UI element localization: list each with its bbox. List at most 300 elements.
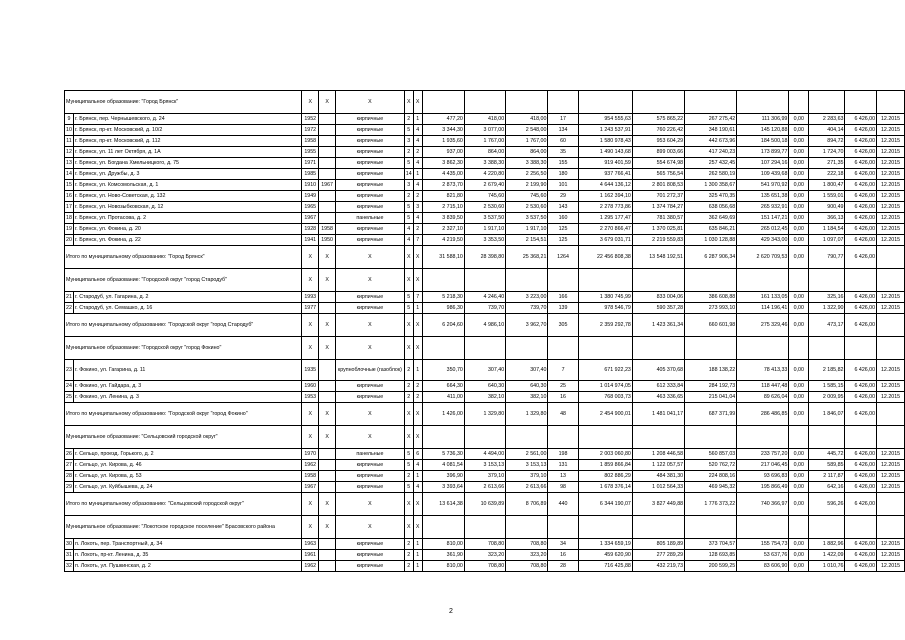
fund-share: 590 357,28 — [632, 303, 684, 314]
empty-cell — [845, 516, 877, 539]
wall-material: кирпичные — [336, 381, 405, 392]
entrances: 1 — [413, 169, 422, 180]
empty-cell — [578, 91, 632, 114]
municipal-share: 286 486,85 — [737, 403, 789, 426]
fund-share: 575 865,22 — [632, 114, 684, 125]
wall-material: кирпичные — [336, 147, 405, 158]
entrances: 2 — [413, 224, 422, 235]
deadline: 12.2015 — [877, 449, 905, 460]
deadline: 12.2015 — [877, 471, 905, 482]
region-share: 284 192,73 — [685, 381, 737, 392]
cost-per-sqm: 2 009,95 — [809, 392, 845, 403]
total-area: 2 873,70 — [422, 180, 464, 191]
fund-share: 463 336,65 — [632, 392, 684, 403]
total-cost: 6 344 190,07 — [578, 493, 632, 516]
deadline: 12.2015 — [877, 303, 905, 314]
residents: 180 — [548, 169, 578, 180]
not-applicable-mark: Х — [302, 516, 319, 539]
wall-material: панельные — [336, 449, 405, 460]
private-area: 2 530,60 — [506, 202, 548, 213]
fund-share: 405 370,68 — [632, 360, 684, 381]
address: г. Брянск, ул. Новозыбковская, д. 12 — [73, 202, 301, 213]
owner-share: 0,00 — [789, 246, 809, 269]
row-number: 16 — [65, 191, 74, 202]
cost-per-sqm: 894,72 — [809, 136, 845, 147]
empty-cell — [685, 269, 737, 292]
total-cost: 802 886,29 — [578, 471, 632, 482]
row-number: 30 — [65, 539, 74, 550]
year-built: 1962 — [302, 561, 319, 572]
year-renovated — [319, 147, 336, 158]
not-applicable-mark: Х — [404, 403, 413, 426]
residents: 166 — [548, 292, 578, 303]
fund-share: 1 423 361,34 — [632, 314, 684, 337]
max-cost-per-sqm: 6 426,00 — [845, 180, 877, 191]
empty-cell — [737, 516, 789, 539]
empty-cell — [877, 269, 905, 292]
residential-area: 3 353,50 — [464, 235, 505, 246]
private-area: 323,20 — [506, 550, 548, 561]
row-number: 14 — [65, 169, 74, 180]
max-cost-per-sqm: 6 426,00 — [845, 191, 877, 202]
not-applicable-mark: Х — [413, 516, 422, 539]
deadline: 12.2015 — [877, 235, 905, 246]
total-cost: 22 456 808,38 — [578, 246, 632, 269]
page-number: 2 — [449, 608, 453, 615]
wall-material: кирпичные — [336, 202, 405, 213]
address: г. Брянск, ул. Дружбы, д. 3 — [73, 169, 301, 180]
municipality-name: Муниципальное образование: "Локотское городское поселение" Брасовского района — [65, 516, 302, 539]
total-cost: 1 859 866,84 — [578, 460, 632, 471]
empty-cell — [809, 426, 845, 449]
address: г. Брянск, ул. Ново-Советская, д. 132 — [73, 191, 301, 202]
region-share: 348 190,61 — [685, 125, 737, 136]
total-cost: 2 270 866,47 — [578, 224, 632, 235]
not-applicable-mark: Х — [413, 403, 422, 426]
cost-per-sqm: 404,14 — [809, 125, 845, 136]
empty-cell — [845, 91, 877, 114]
private-area: 2 256,50 — [506, 169, 548, 180]
row-number: 29 — [65, 482, 74, 493]
entrances: 7 — [413, 292, 422, 303]
municipal-share: 107 294,16 — [737, 158, 789, 169]
not-applicable-mark: Х — [319, 91, 336, 114]
residents: 34 — [548, 539, 578, 550]
total-area: 937,00 — [422, 147, 464, 158]
municipal-share: 145 120,88 — [737, 125, 789, 136]
not-applicable-mark: Х — [302, 269, 319, 292]
municipal-share: 83 606,90 — [737, 561, 789, 572]
table-row — [65, 224, 905, 235]
region-share: 273 993,10 — [685, 303, 737, 314]
not-applicable-mark: Х — [413, 269, 422, 292]
table-row — [65, 550, 905, 561]
region-share: 635 846,21 — [685, 224, 737, 235]
empty-cell — [685, 337, 737, 360]
cost-per-sqm: 596,26 — [809, 493, 845, 516]
total-cost: 978 546,79 — [578, 303, 632, 314]
cost-per-sqm: 900,49 — [809, 202, 845, 213]
empty-cell — [789, 337, 809, 360]
municipality-header-row — [65, 516, 905, 539]
total-cost: 2 359 292,78 — [578, 314, 632, 337]
cost-per-sqm: 1 800,47 — [809, 180, 845, 191]
empty-cell — [809, 91, 845, 114]
total-cost: 1 162 394,10 — [578, 191, 632, 202]
total-cost: 1 678 376,14 — [578, 482, 632, 493]
table-row — [65, 471, 905, 482]
year-built: 1993 — [302, 292, 319, 303]
entrances: 1 — [413, 471, 422, 482]
region-share: 215 041,04 — [685, 392, 737, 403]
empty-cell — [789, 269, 809, 292]
empty-cell — [422, 269, 464, 292]
max-cost-per-sqm: 6 426,00 — [845, 202, 877, 213]
max-cost-per-sqm: 6 426,00 — [845, 224, 877, 235]
empty-cell — [685, 91, 737, 114]
region-share: 386 608,88 — [685, 292, 737, 303]
year-built: 1952 — [302, 114, 319, 125]
not-applicable-mark: Х — [336, 403, 405, 426]
fund-share: 277 289,29 — [632, 550, 684, 561]
year-built: 1958 — [302, 136, 319, 147]
address: г. Брянск, пер. Чернышевского, д. 24 — [73, 114, 301, 125]
floors: 2 — [404, 392, 413, 403]
owner-share: 0,00 — [789, 136, 809, 147]
total-label: Итого по муниципальному образованию: "Город Брянск" — [65, 246, 302, 269]
not-applicable-mark: Х — [319, 516, 336, 539]
max-cost-per-sqm: 6 426,00 — [845, 360, 877, 381]
row-number: 19 — [65, 224, 74, 235]
municipality-total-row — [65, 493, 905, 516]
total-cost: 1 334 659,19 — [578, 539, 632, 550]
municipal-share: 161 133,05 — [737, 292, 789, 303]
total-cost: 459 620,90 — [578, 550, 632, 561]
row-number: 25 — [65, 392, 74, 403]
entrances: 1 — [413, 561, 422, 572]
entrances: 2 — [413, 381, 422, 392]
empty-cell — [632, 337, 684, 360]
address: г. Стародуб, ул. Семашко, д. 16 — [73, 303, 301, 314]
floors: 2 — [404, 539, 413, 550]
address: г. Сельцо, ул. Кирова, д. 53 — [73, 471, 301, 482]
municipal-share: 53 637,76 — [737, 550, 789, 561]
residents: 25 — [548, 381, 578, 392]
table-row — [65, 136, 905, 147]
not-applicable-mark: Х — [413, 337, 422, 360]
municipal-share: 541 970,92 — [737, 180, 789, 191]
deadline — [877, 314, 905, 337]
row-number: 20 — [65, 235, 74, 246]
row-number: 23 — [65, 360, 74, 381]
empty-cell — [632, 269, 684, 292]
residents: 1264 — [548, 246, 578, 269]
owner-share: 0,00 — [789, 114, 809, 125]
year-built: 1970 — [302, 449, 319, 460]
empty-cell — [578, 516, 632, 539]
private-area: 2 548,00 — [506, 125, 548, 136]
total-area: 396,90 — [422, 471, 464, 482]
total-cost: 2 003 060,80 — [578, 449, 632, 460]
deadline: 12.2015 — [877, 136, 905, 147]
address: г. Сельцо, ул. Куйбышева, д. 24 — [73, 482, 301, 493]
table-row — [65, 125, 905, 136]
empty-cell — [464, 91, 505, 114]
municipal-share: 265 932,91 — [737, 202, 789, 213]
fund-share: 953 604,29 — [632, 136, 684, 147]
residents: 29 — [548, 191, 578, 202]
max-cost-per-sqm: 6 426,00 — [845, 235, 877, 246]
total-area: 4 219,50 — [422, 235, 464, 246]
empty-cell — [548, 91, 578, 114]
owner-share: 0,00 — [789, 493, 809, 516]
residential-area: 28 398,80 — [464, 246, 505, 269]
residents: 48 — [548, 403, 578, 426]
deadline: 12.2015 — [877, 360, 905, 381]
max-cost-per-sqm: 6 426,00 — [845, 493, 877, 516]
max-cost-per-sqm: 6 426,00 — [845, 114, 877, 125]
max-cost-per-sqm: 6 426,00 — [845, 136, 877, 147]
total-area: 361,90 — [422, 550, 464, 561]
floors: 5 — [404, 158, 413, 169]
owner-share: 0,00 — [789, 292, 809, 303]
max-cost-per-sqm: 6 426,00 — [845, 403, 877, 426]
deadline: 12.2015 — [877, 224, 905, 235]
region-share: 188 138,22 — [685, 360, 737, 381]
cost-per-sqm: 1 846,07 — [809, 403, 845, 426]
floors: 4 — [404, 224, 413, 235]
residential-area: 3 153,13 — [464, 460, 505, 471]
wall-material: кирпичные — [336, 136, 405, 147]
private-area: 708,80 — [506, 539, 548, 550]
max-cost-per-sqm: 6 426,00 — [845, 246, 877, 269]
region-share: 520 762,72 — [685, 460, 737, 471]
total-label: Итого по муниципальному образованию: "Сельцовский городской округ" — [65, 493, 302, 516]
deadline — [877, 493, 905, 516]
wall-material: кирпичные — [336, 224, 405, 235]
not-applicable-mark: Х — [413, 246, 422, 269]
residents: 16 — [548, 392, 578, 403]
not-applicable-mark: Х — [336, 91, 405, 114]
total-area: 3 839,50 — [422, 213, 464, 224]
residential-area: 379,10 — [464, 471, 505, 482]
address: г. Стародуб, ул. Гагарина, д. 2 — [73, 292, 301, 303]
deadline: 12.2015 — [877, 482, 905, 493]
fund-share: 899 003,66 — [632, 147, 684, 158]
max-cost-per-sqm: 6 426,00 — [845, 550, 877, 561]
row-number: 31 — [65, 550, 74, 561]
residents: 17 — [548, 114, 578, 125]
not-applicable-mark: Х — [413, 314, 422, 337]
floors: 4 — [404, 235, 413, 246]
row-number: 26 — [65, 449, 74, 460]
year-built: 1977 — [302, 303, 319, 314]
year-built: 1953 — [302, 392, 319, 403]
empty-cell — [877, 337, 905, 360]
not-applicable-mark: Х — [404, 314, 413, 337]
total-area: 350,70 — [422, 360, 464, 381]
deadline: 12.2015 — [877, 147, 905, 158]
floors: 2 — [404, 147, 413, 158]
residents: 35 — [548, 147, 578, 158]
fund-share: 833 004,06 — [632, 292, 684, 303]
year-renovated — [319, 191, 336, 202]
private-area: 8 706,89 — [506, 493, 548, 516]
municipal-share: 740 366,97 — [737, 493, 789, 516]
total-cost: 954 555,63 — [578, 114, 632, 125]
address: г. Сельцо, проезд. Горького, д. 2 — [73, 449, 301, 460]
total-area: 3 393,64 — [422, 482, 464, 493]
empty-cell — [548, 516, 578, 539]
max-cost-per-sqm: 6 426,00 — [845, 392, 877, 403]
address: г. Фокино, ул. Гайдара, д. 3 — [73, 381, 301, 392]
private-area: 2 154,51 — [506, 235, 548, 246]
floors: 2 — [404, 360, 413, 381]
owner-share: 0,00 — [789, 158, 809, 169]
residents: 139 — [548, 303, 578, 314]
total-area: 2 327,10 — [422, 224, 464, 235]
year-built: 1967 — [302, 482, 319, 493]
table-row — [65, 392, 905, 403]
wall-material: крупноблочные (газоблок) — [336, 360, 405, 381]
residents: 305 — [548, 314, 578, 337]
year-renovated — [319, 471, 336, 482]
region-share: 267 275,42 — [685, 114, 737, 125]
year-built: 1935 — [302, 360, 319, 381]
not-applicable-mark: Х — [404, 337, 413, 360]
total-cost: 768 003,73 — [578, 392, 632, 403]
max-cost-per-sqm: 6 426,00 — [845, 303, 877, 314]
empty-cell — [506, 337, 548, 360]
fund-share: 1 012 564,33 — [632, 482, 684, 493]
year-renovated — [319, 381, 336, 392]
residents: 131 — [548, 460, 578, 471]
deadline: 12.2015 — [877, 180, 905, 191]
fund-share: 805 189,89 — [632, 539, 684, 550]
not-applicable-mark: Х — [319, 493, 336, 516]
address: п. Локоть, пр-кт. Ленина, д. 35 — [73, 550, 301, 561]
region-share: 373 704,57 — [685, 539, 737, 550]
not-applicable-mark: Х — [302, 246, 319, 269]
year-renovated — [319, 550, 336, 561]
table-row — [65, 158, 905, 169]
municipal-share: 109 439,68 — [737, 169, 789, 180]
residential-area: 1 917,10 — [464, 224, 505, 235]
deadline — [877, 246, 905, 269]
deadline: 12.2015 — [877, 381, 905, 392]
owner-share: 0,00 — [789, 147, 809, 158]
max-cost-per-sqm: 6 426,00 — [845, 471, 877, 482]
year-built: 1961 — [302, 550, 319, 561]
not-applicable-mark: Х — [413, 493, 422, 516]
cost-per-sqm: 271,35 — [809, 158, 845, 169]
private-area: 1 767,00 — [506, 136, 548, 147]
private-area: 2 613,66 — [506, 482, 548, 493]
table-row — [65, 303, 905, 314]
residential-area: 3 537,50 — [464, 213, 505, 224]
wall-material: кирпичные — [336, 482, 405, 493]
max-cost-per-sqm: 6 426,00 — [845, 314, 877, 337]
document-sheet — [64, 90, 905, 572]
residents: 198 — [548, 449, 578, 460]
wall-material: кирпичные — [336, 180, 405, 191]
municipal-share: 93 696,83 — [737, 471, 789, 482]
owner-share: 0,00 — [789, 202, 809, 213]
floors: 5 — [404, 125, 413, 136]
region-share: 442 673,96 — [685, 136, 737, 147]
fund-share: 1 481 041,17 — [632, 403, 684, 426]
deadline: 12.2015 — [877, 392, 905, 403]
year-renovated — [319, 213, 336, 224]
municipal-share: 429 343,00 — [737, 235, 789, 246]
region-share: 325 470,35 — [685, 191, 737, 202]
municipality-header-row — [65, 91, 905, 114]
owner-share: 0,00 — [789, 403, 809, 426]
total-cost: 716 425,88 — [578, 561, 632, 572]
year-renovated — [319, 202, 336, 213]
empty-cell — [789, 426, 809, 449]
residents: 125 — [548, 235, 578, 246]
empty-cell — [464, 426, 505, 449]
total-area: 411,00 — [422, 392, 464, 403]
residential-area: 323,20 — [464, 550, 505, 561]
residential-area: 307,40 — [464, 360, 505, 381]
residential-area: 418,00 — [464, 114, 505, 125]
municipal-share: 173 899,77 — [737, 147, 789, 158]
housing-program-table — [64, 90, 905, 572]
total-area: 13 614,38 — [422, 493, 464, 516]
row-number: 15 — [65, 180, 74, 191]
not-applicable-mark: Х — [302, 314, 319, 337]
empty-cell — [737, 337, 789, 360]
residential-area: 708,80 — [464, 561, 505, 572]
deadline — [877, 403, 905, 426]
row-number: 24 — [65, 381, 74, 392]
total-area: 821,80 — [422, 191, 464, 202]
year-built: 1965 — [302, 202, 319, 213]
private-area: 3 962,70 — [506, 314, 548, 337]
entrances: 4 — [413, 158, 422, 169]
not-applicable-mark: Х — [336, 337, 405, 360]
deadline: 12.2015 — [877, 191, 905, 202]
address: г. Брянск, ул. Богдана Хмельницкого, д. 75 — [73, 158, 301, 169]
residential-area: 4 220,80 — [464, 169, 505, 180]
not-applicable-mark: Х — [413, 91, 422, 114]
floors: 2 — [404, 550, 413, 561]
residential-area: 2 613,66 — [464, 482, 505, 493]
municipal-share: 2 620 709,53 — [737, 246, 789, 269]
table-row — [65, 180, 905, 191]
row-number: 12 — [65, 147, 74, 158]
fund-share: 432 219,73 — [632, 561, 684, 572]
cost-per-sqm: 366,13 — [809, 213, 845, 224]
empty-cell — [506, 269, 548, 292]
cost-per-sqm: 1 882,96 — [809, 539, 845, 550]
table-row — [65, 169, 905, 180]
total-cost: 1 580 978,43 — [578, 136, 632, 147]
floors: 3 — [404, 180, 413, 191]
total-cost: 4 644 136,12 — [578, 180, 632, 191]
total-cost: 919 401,59 — [578, 158, 632, 169]
year-built: 1941 — [302, 235, 319, 246]
year-renovated — [319, 392, 336, 403]
private-area: 2 561,00 — [506, 449, 548, 460]
municipal-share: 195 866,49 — [737, 482, 789, 493]
entrances: 4 — [413, 213, 422, 224]
max-cost-per-sqm: 6 426,00 — [845, 292, 877, 303]
not-applicable-mark: Х — [319, 337, 336, 360]
residential-area: 864,00 — [464, 147, 505, 158]
